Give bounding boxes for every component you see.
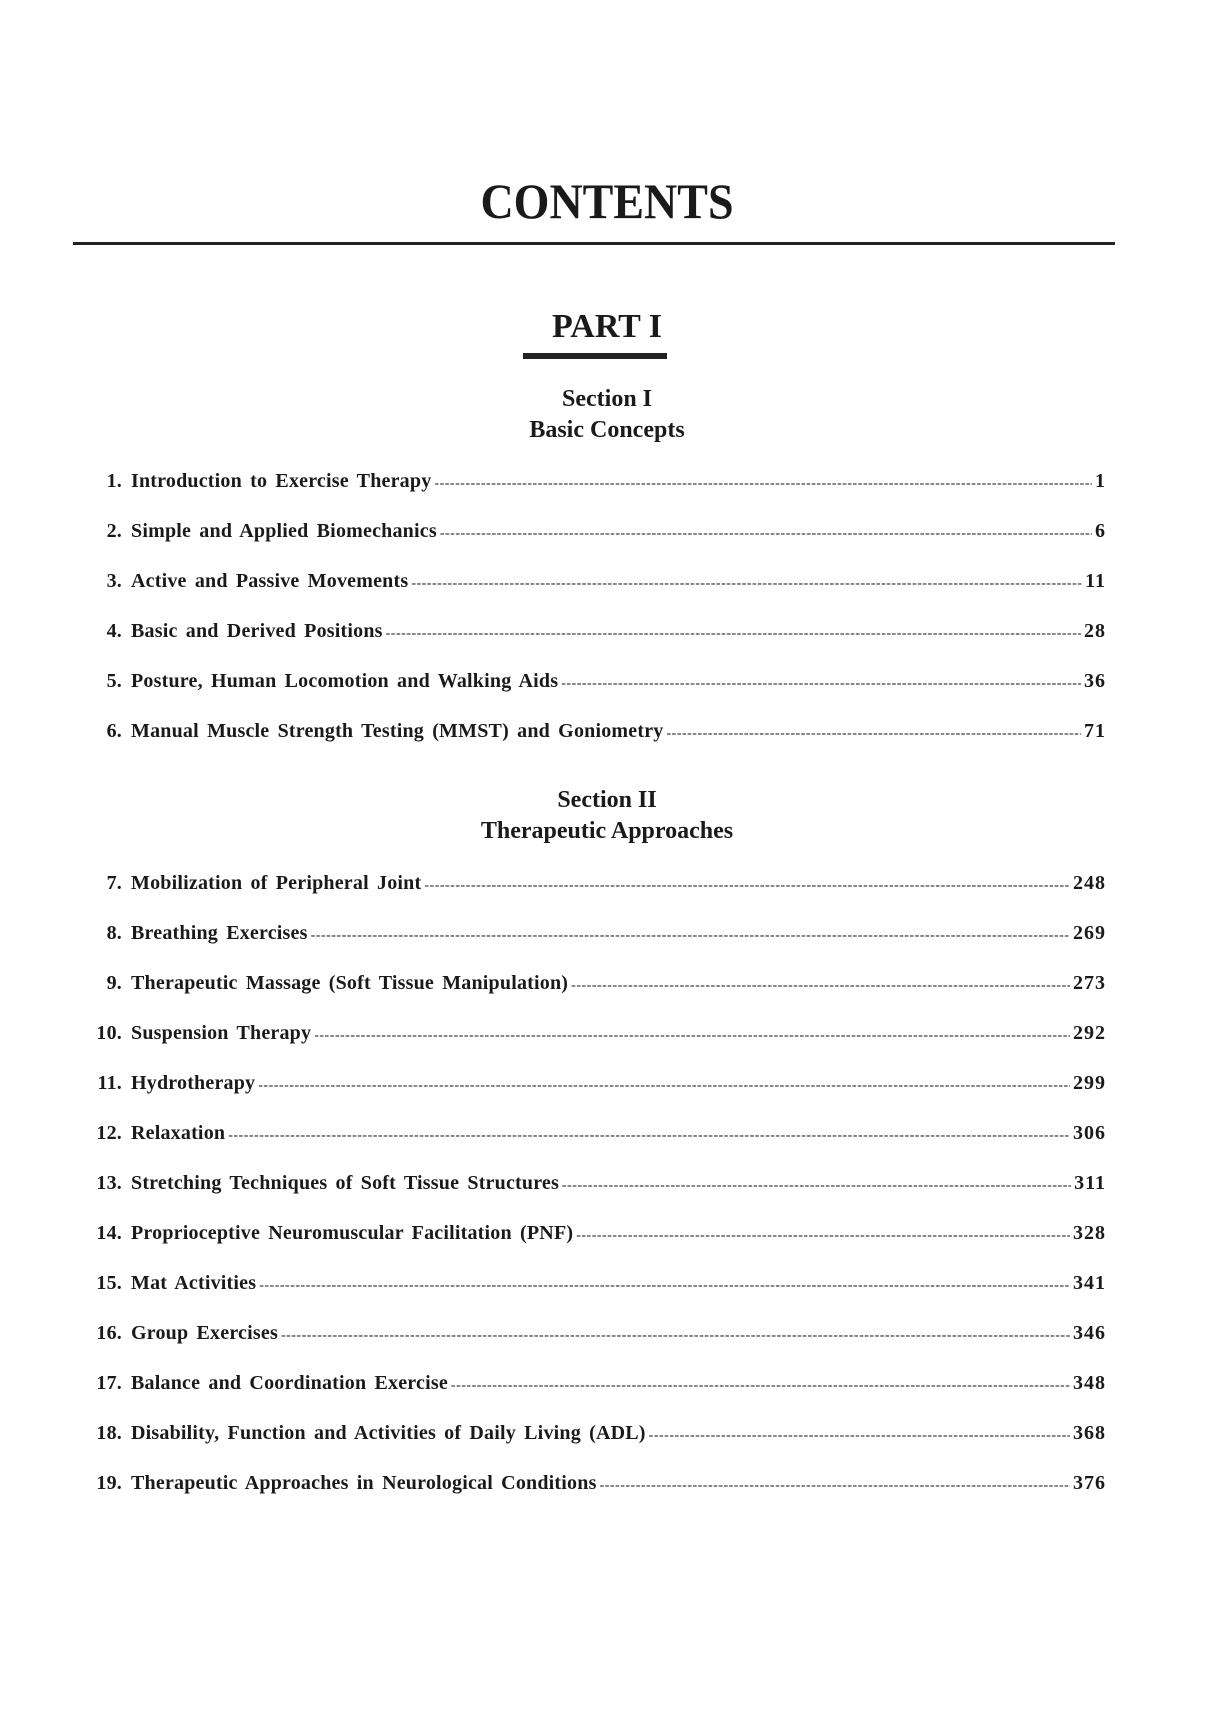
entry-title: Hydrotherapy [131, 1072, 256, 1094]
entry-page-number: 248 [1073, 872, 1106, 894]
entry-page-number: 71 [1084, 720, 1106, 742]
toc-entry[interactable] [80, 922, 1106, 972]
entry-page-number: 36 [1084, 670, 1106, 692]
entry-page-number: 6 [1095, 520, 1106, 542]
entry-number: 16. [96, 1322, 122, 1344]
entry-page-number: 368 [1073, 1422, 1106, 1444]
entry-number: 11. [97, 1072, 122, 1094]
dot-leader [314, 1028, 1070, 1044]
entry-number: 9. [106, 972, 122, 994]
section-heading: Section II [557, 787, 657, 813]
entry-title: Suspension Therapy [131, 1022, 312, 1044]
toc-entry[interactable] [80, 972, 1106, 1022]
entry-title: Relaxation [131, 1122, 226, 1144]
entry-title: Balance and Coordination Exercise [131, 1372, 448, 1394]
dot-leader [259, 1278, 1070, 1294]
section-subtitle: Therapeutic Approaches [480, 818, 734, 844]
dot-leader [600, 1478, 1070, 1494]
toc-entry[interactable] [80, 1222, 1106, 1272]
entry-page-number: 28 [1084, 620, 1106, 642]
entry-page-number: 306 [1073, 1122, 1106, 1144]
dot-leader [440, 526, 1092, 542]
toc-entry[interactable] [80, 1422, 1106, 1472]
entry-number: 2. [106, 520, 122, 542]
dot-leader [561, 676, 1081, 692]
entry-number: 8. [106, 922, 122, 944]
dot-leader [576, 1228, 1070, 1244]
entry-title: Group Exercises [131, 1322, 278, 1344]
entry-title: Proprioceptive Neuromuscular Facilitation (PNF) [131, 1222, 574, 1244]
dot-leader [649, 1428, 1070, 1444]
toc-entry[interactable] [80, 620, 1106, 670]
entry-title: Disability, Function and Activities of Daily Living (ADL) [131, 1422, 646, 1444]
entry-title: Manual Muscle Strength Testing (MMST) and Goniometry [131, 720, 664, 742]
entry-page-number: 376 [1073, 1472, 1106, 1494]
toc-section-2 [80, 872, 1106, 1522]
entry-page-number: 311 [1074, 1172, 1106, 1194]
entry-number: 19. [96, 1472, 122, 1494]
dot-leader [571, 978, 1070, 994]
entry-number: 10. [96, 1022, 122, 1044]
toc-entry[interactable] [80, 520, 1106, 570]
section-1-header [0, 384, 1214, 446]
entry-page-number: 348 [1073, 1372, 1106, 1394]
toc-entry[interactable] [80, 1122, 1106, 1172]
entry-title: Breathing Exercises [131, 922, 308, 944]
entry-page-number: 292 [1073, 1022, 1106, 1044]
toc-entry[interactable] [80, 1272, 1106, 1322]
entry-number: 7. [106, 872, 122, 894]
entry-page-number: 299 [1073, 1072, 1106, 1094]
entry-title: Basic and Derived Positions [131, 620, 383, 642]
toc-entry[interactable] [80, 1172, 1106, 1222]
entry-number: 18. [96, 1422, 122, 1444]
dot-leader [434, 476, 1092, 492]
entry-title: Stretching Techniques of Soft Tissue Structures [131, 1172, 559, 1194]
toc-entry[interactable] [80, 1472, 1106, 1522]
entry-number: 17. [96, 1372, 122, 1394]
toc-section-1 [80, 470, 1106, 770]
toc-entry[interactable] [80, 1322, 1106, 1372]
entry-page-number: 273 [1073, 972, 1106, 994]
toc-entry[interactable] [80, 1372, 1106, 1422]
entry-page-number: 341 [1073, 1272, 1106, 1294]
dot-leader [258, 1078, 1070, 1094]
section-2-header [0, 785, 1214, 847]
entry-page-number: 328 [1073, 1222, 1106, 1244]
entry-number: 15. [96, 1272, 122, 1294]
entry-number: 4. [106, 620, 122, 642]
toc-entry[interactable] [80, 470, 1106, 520]
dot-leader [228, 1128, 1070, 1144]
entry-page-number: 11 [1085, 570, 1106, 592]
dot-leader [451, 1378, 1070, 1394]
entry-title: Active and Passive Movements [131, 570, 409, 592]
entry-title: Introduction to Exercise Therapy [131, 470, 432, 492]
section-subtitle: Basic Concepts [529, 417, 685, 443]
dot-leader [411, 576, 1082, 592]
entry-number: 3. [106, 570, 122, 592]
title-rule [73, 242, 1115, 245]
part-heading: PART I [552, 308, 662, 345]
entry-title: Mobilization of Peripheral Joint [131, 872, 422, 894]
section-heading: Section I [562, 386, 652, 412]
part-underline [523, 353, 667, 359]
entry-title: Mat Activities [131, 1272, 257, 1294]
dot-leader [562, 1178, 1071, 1194]
dot-leader [281, 1328, 1070, 1344]
toc-entry[interactable] [80, 570, 1106, 620]
entry-title: Posture, Human Locomotion and Walking Aids [131, 670, 559, 692]
entry-number: 13. [96, 1172, 122, 1194]
entry-number: 1. [106, 470, 122, 492]
entry-title: Simple and Applied Biomechanics [131, 520, 437, 542]
dot-leader [386, 626, 1081, 642]
toc-entry[interactable] [80, 670, 1106, 720]
toc-entry[interactable] [80, 1022, 1106, 1072]
entry-page-number: 346 [1073, 1322, 1106, 1344]
entry-number: 5. [106, 670, 122, 692]
entry-page-number: 1 [1095, 470, 1106, 492]
dot-leader [667, 726, 1082, 742]
entry-title: Therapeutic Approaches in Neurological Conditions [131, 1472, 597, 1494]
toc-entry[interactable] [80, 1072, 1106, 1122]
entry-number: 6. [106, 720, 122, 742]
toc-entry[interactable] [80, 872, 1106, 922]
toc-entry[interactable] [80, 720, 1106, 770]
dot-leader [311, 928, 1070, 944]
entry-number: 12. [96, 1122, 122, 1144]
dot-leader [424, 878, 1070, 894]
page-title: CONTENTS [480, 173, 734, 229]
entry-number: 14. [96, 1222, 122, 1244]
entry-page-number: 269 [1073, 922, 1106, 944]
entry-title: Therapeutic Massage (Soft Tissue Manipulation) [131, 972, 569, 994]
